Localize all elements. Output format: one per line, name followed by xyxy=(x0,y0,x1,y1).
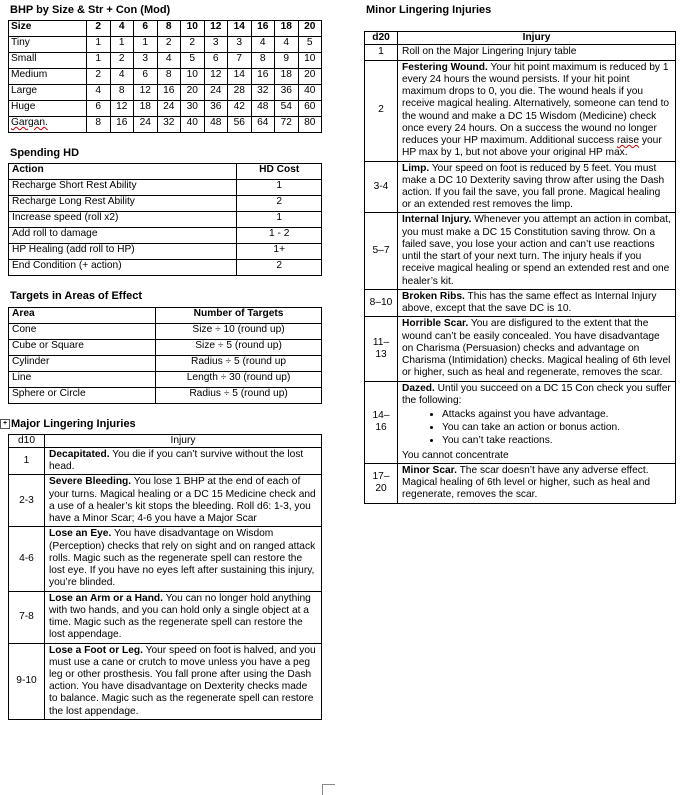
minor-row xyxy=(365,381,676,463)
injury-text: You lose 1 BHP at the end of each of your turns. Magical healing or a DC 15 Medicine check and a use of a healer’s kit stops the bleeding. Roll d6: 1-3, you have a Minor Scar; 4-6 you have a Major Scar xyxy=(49,476,316,525)
aoe-area-cell: Cube or Square xyxy=(9,339,156,355)
table-row xyxy=(9,212,322,228)
minor-roll: 3-4 xyxy=(365,161,398,213)
minor-text xyxy=(398,161,676,213)
minor-text xyxy=(398,317,676,381)
major-roll: 1 xyxy=(9,447,45,474)
table-row xyxy=(9,371,322,387)
minor-text xyxy=(398,381,676,463)
hd-cost-cell: 1 xyxy=(237,180,322,196)
aoe-table xyxy=(8,307,322,404)
injury-name: Festering Wound. xyxy=(402,61,488,73)
minor-roll: 1 xyxy=(365,45,398,60)
hd-col-cost: HD Cost xyxy=(237,164,322,180)
bhp-header-cell: 20 xyxy=(298,21,322,37)
bhp-value-cell: 8 xyxy=(251,53,275,69)
table-row xyxy=(9,260,322,276)
injury-name: Horrible Scar. xyxy=(402,318,469,330)
hd-cost-cell: 2 xyxy=(237,196,322,212)
bhp-header-cell: 18 xyxy=(275,21,299,37)
bhp-value-cell: 4 xyxy=(110,69,134,85)
bhp-value-cell: 1 xyxy=(110,37,134,53)
bhp-body xyxy=(9,37,322,133)
minor-row xyxy=(365,45,676,60)
injury-text: You can no longer hold anything with two hands, and you can hold only a single object at a time. Magic such as the regenerate spell can restore the lost appendage. xyxy=(49,592,311,641)
table-row xyxy=(9,37,322,53)
bhp-value-cell: 12 xyxy=(110,101,134,117)
hd-action-cell: End Condition (+ action) xyxy=(9,260,237,276)
table-row xyxy=(9,228,322,244)
bhp-value-cell: 1 xyxy=(87,53,111,69)
right-column xyxy=(364,4,676,504)
major-roll: 4-6 xyxy=(9,527,45,591)
dazed-effects-list xyxy=(402,409,671,448)
bhp-value-cell: 18 xyxy=(275,69,299,85)
bhp-value-cell: 2 xyxy=(181,37,205,53)
bhp-header-cell: 14 xyxy=(228,21,252,37)
bhp-value-cell: 16 xyxy=(251,69,275,85)
aoe-title: Targets in Areas of Effect xyxy=(10,290,143,303)
bhp-header-cell: Size xyxy=(9,21,87,37)
major-roll: 9-10 xyxy=(9,643,45,719)
hd-table xyxy=(8,163,322,276)
table-row xyxy=(9,196,322,212)
injury-name: Limp. xyxy=(402,162,430,174)
bhp-value-cell: 4 xyxy=(275,37,299,53)
table-row xyxy=(9,69,322,85)
bhp-size-cell: Medium xyxy=(9,69,87,85)
bhp-value-cell: 16 xyxy=(157,85,181,101)
bhp-value-cell: 7 xyxy=(228,53,252,69)
bhp-value-cell: 9 xyxy=(275,53,299,69)
minor-roll: 5–7 xyxy=(365,213,398,289)
bhp-title: BHP by Size & Str + Con (Mod) xyxy=(10,4,171,16)
minor-row xyxy=(365,213,676,289)
table-row xyxy=(9,339,322,355)
injury-text: Your hit point maximum is reduced by 1 every 24 hours the wound persists. If your hit point maximum drops to 0, you die. The wound heals if you receive magical healing. Alternatively, someone can tend to the wound and make a DC 15 Wisdom (Medicine) check once every 24 hours. On a success the wound no longer reduces your HP maximum. Additional success xyxy=(402,61,670,147)
bhp-value-cell: 64 xyxy=(251,117,275,133)
injury-text: your HP max by 1, but not above your original HP max. xyxy=(402,135,662,159)
hd-cost-cell: 1 - 2 xyxy=(237,228,322,244)
bhp-value-cell: 80 xyxy=(298,117,322,133)
bhp-value-cell: 3 xyxy=(228,37,252,53)
minor-roll: 8–10 xyxy=(365,289,398,316)
major-title xyxy=(0,418,322,431)
bhp-value-cell: 8 xyxy=(87,117,111,133)
bhp-size-cell: Large xyxy=(9,85,87,101)
bhp-value-cell: 32 xyxy=(157,117,181,133)
minor-row xyxy=(365,161,676,213)
bhp-value-cell: 6 xyxy=(204,53,228,69)
end-of-cell-marker xyxy=(322,784,335,795)
injury-name: Lose an Arm or a Hand. xyxy=(49,592,163,604)
major-table xyxy=(8,434,322,720)
aoe-area-cell: Line xyxy=(9,371,156,387)
bhp-value-cell: 3 xyxy=(134,53,158,69)
bhp-value-cell: 8 xyxy=(157,69,181,85)
table-row xyxy=(9,475,322,527)
bhp-value-cell: 12 xyxy=(134,85,158,101)
bhp-value-cell: 48 xyxy=(251,101,275,117)
bhp-header-cell: 16 xyxy=(251,21,275,37)
table-row xyxy=(9,117,322,133)
major-col-d10: d10 xyxy=(9,434,45,447)
bhp-value-cell: 6 xyxy=(134,69,158,85)
bhp-value-cell: 14 xyxy=(228,69,252,85)
minor-text xyxy=(398,463,676,503)
list-item: • You can’t take reactions. xyxy=(442,435,671,447)
hd-action-cell: Increase speed (roll x2) xyxy=(9,212,237,228)
bhp-value-cell: 8 xyxy=(110,85,134,101)
minor-text: Roll on the Major Lingering Injury table xyxy=(398,45,676,60)
bhp-value-cell: 4 xyxy=(251,37,275,53)
major-roll: 7-8 xyxy=(9,591,45,643)
major-title-text: Major Lingering Injuries xyxy=(11,417,136,430)
hd-title: Spending HD xyxy=(10,147,80,160)
table-row xyxy=(9,85,322,101)
hd-col-action: Action xyxy=(9,164,237,180)
injury-text: You die if you can’t survive without the lost head. xyxy=(49,448,304,473)
bhp-value-cell: 54 xyxy=(275,101,299,117)
injury-text: You are disfigured to the extent that the wound can’t be easily concealed. You have disadvantage on Charisma (Persuasion) checks and advantage on Charisma (Intimidation) checks. Magical healing of 6th level or higher, such as heal and regenerate, removes the scar. xyxy=(402,318,671,379)
minor-row xyxy=(365,289,676,316)
hd-action-cell: HP Healing (add roll to HP) xyxy=(9,244,237,260)
bhp-value-cell: 20 xyxy=(298,69,322,85)
bhp-value-cell: 32 xyxy=(251,85,275,101)
injury-name: Minor Scar. xyxy=(402,464,457,476)
minor-row xyxy=(365,60,676,161)
injury-name: Lose an Eye. xyxy=(49,528,112,540)
injury-name: Lose a Foot or Leg. xyxy=(49,644,143,656)
table-row xyxy=(9,643,322,719)
bhp-value-cell: 18 xyxy=(134,101,158,117)
hd-action-cell: Recharge Short Rest Ability xyxy=(9,180,237,196)
table-row xyxy=(9,355,322,371)
bhp-table xyxy=(8,20,322,133)
bhp-value-cell: 16 xyxy=(110,117,134,133)
hd-action-cell: Add roll to damage xyxy=(9,228,237,244)
aoe-targets-cell: Length ÷ 30 (round up) xyxy=(156,371,322,387)
hd-cost-cell: 1 xyxy=(237,212,322,228)
bhp-value-cell: 3 xyxy=(204,37,228,53)
bhp-value-cell: 2 xyxy=(110,53,134,69)
bhp-size-cell: Gargan. xyxy=(9,117,87,133)
aoe-targets-cell: Radius ÷ 5 (round up xyxy=(156,355,322,371)
injury-text: Your speed on foot is reduced by 5 feet. You must make a DC 10 Dexterity saving throw after using the Dash action. If you fail the save, you fall prone. Magical healing or an extended rest removes the limp. xyxy=(402,162,665,211)
injury-text: Until you succeed on a DC 15 Con check you suffer the following: xyxy=(402,382,671,406)
bhp-value-cell: 24 xyxy=(157,101,181,117)
bhp-value-cell: 48 xyxy=(204,117,228,133)
minor-title: Minor Lingering Injuries xyxy=(366,4,492,16)
bhp-value-cell: 28 xyxy=(228,85,252,101)
list-item: • Attacks against you have advantage. xyxy=(442,409,671,421)
bhp-size-cell: Small xyxy=(9,53,87,69)
injury-text: You have disadvantage on Wisdom (Perception) checks that rely on sight and on ranged attack rolls. Magic such as the regenerate spell can restore the lost eye. If you have no eyes left after sustaining this injury, you’re blinded. xyxy=(49,528,316,589)
aoe-header-row xyxy=(9,307,322,323)
minor-text xyxy=(398,60,676,161)
bhp-value-cell: 4 xyxy=(87,85,111,101)
injury-text: This has the same effect as Internal Injury above, except that the save DC is 10. xyxy=(402,290,657,315)
bhp-value-cell: 42 xyxy=(228,101,252,117)
minor-text xyxy=(398,213,676,289)
aoe-area-cell: Cylinder xyxy=(9,355,156,371)
table-row xyxy=(9,527,322,591)
bhp-value-cell: 10 xyxy=(298,53,322,69)
table-row xyxy=(9,591,322,643)
major-text xyxy=(45,643,322,719)
major-text xyxy=(45,447,322,474)
bhp-value-cell: 1 xyxy=(134,37,158,53)
bhp-value-cell: 5 xyxy=(181,53,205,69)
injury-name: Severe Bleeding. xyxy=(49,476,132,488)
hd-action-cell: Recharge Long Rest Ability xyxy=(9,196,237,212)
bhp-header-row xyxy=(9,21,322,37)
minor-roll: 17–20 xyxy=(365,463,398,503)
minor-header-row xyxy=(365,32,676,45)
table-row xyxy=(9,180,322,196)
bhp-value-cell: 2 xyxy=(157,37,181,53)
minor-row xyxy=(365,317,676,381)
bhp-header-cell: 2 xyxy=(87,21,111,37)
major-text xyxy=(45,591,322,643)
table-row xyxy=(9,53,322,69)
aoe-targets-cell: Size ÷ 5 (round up) xyxy=(156,339,322,355)
hd-cost-cell: 1+ xyxy=(237,244,322,260)
major-roll: 2-3 xyxy=(9,475,45,527)
minor-text xyxy=(398,289,676,316)
bhp-header-cell: 6 xyxy=(134,21,158,37)
bhp-value-cell: 24 xyxy=(204,85,228,101)
bhp-value-cell: 5 xyxy=(298,37,322,53)
bhp-value-cell: 2 xyxy=(87,69,111,85)
table-move-handle-icon[interactable]: + xyxy=(0,419,10,429)
injury-name: Internal Injury. xyxy=(402,214,472,226)
bhp-header-cell: 8 xyxy=(157,21,181,37)
bhp-value-cell: 10 xyxy=(181,69,205,85)
injury-text: Your speed on foot is halved, and you must use a cane or crutch to move unless you have a peg leg or other prosthesis. You fall prone after using the Dash action. You have disadvantage on Dexterity checks made to balance. Magic such as the regenerate spell can restore the lost appendage. xyxy=(49,644,316,717)
aoe-area-cell: Cone xyxy=(9,323,156,339)
injury-text: You cannot concentrate xyxy=(402,449,509,461)
bhp-header-cell: 12 xyxy=(204,21,228,37)
minor-table xyxy=(364,31,676,503)
hd-header-row xyxy=(9,164,322,180)
bhp-value-cell: 6 xyxy=(87,101,111,117)
bhp-value-cell: 72 xyxy=(275,117,299,133)
spelling-flag[interactable]: raise xyxy=(616,135,640,147)
bhp-value-cell: 4 xyxy=(157,53,181,69)
table-row xyxy=(9,244,322,260)
bhp-value-cell: 24 xyxy=(134,117,158,133)
aoe-col-area: Area xyxy=(9,307,156,323)
aoe-area-cell: Sphere or Circle xyxy=(9,387,156,403)
bhp-value-cell: 1 xyxy=(87,37,111,53)
bhp-value-cell: 12 xyxy=(204,69,228,85)
aoe-col-targets: Number of Targets xyxy=(156,307,322,323)
major-col-injury: Injury xyxy=(45,434,322,447)
left-column xyxy=(2,4,322,720)
minor-roll: 11–13 xyxy=(365,317,398,381)
injury-name: Decapitated. xyxy=(49,448,110,460)
minor-roll: 2 xyxy=(365,60,398,161)
injury-text: Whenever you attempt an action in combat, you must make a DC 15 Constitution saving throw. On a failed save, you lose your action and can’t use reactions until the start of your next turn. The injury heals if you receive magical healing or spend an extended rest and one healer’s kit. xyxy=(402,214,671,287)
table-row xyxy=(9,447,322,474)
minor-roll: 14–16 xyxy=(365,381,398,463)
injury-name: Broken Ribs. xyxy=(402,290,465,302)
bhp-value-cell: 36 xyxy=(204,101,228,117)
bhp-header-cell: 10 xyxy=(181,21,205,37)
bhp-header-cell: 4 xyxy=(110,21,134,37)
aoe-targets-cell: Radius ÷ 5 (round up) xyxy=(156,387,322,403)
minor-col-injury: Injury xyxy=(398,32,676,45)
aoe-targets-cell: Size ÷ 10 (round up) xyxy=(156,323,322,339)
hd-cost-cell: 2 xyxy=(237,260,322,276)
table-row xyxy=(9,387,322,403)
injury-name: Dazed. xyxy=(402,382,435,394)
bhp-size-cell: Tiny xyxy=(9,37,87,53)
minor-col-d20: d20 xyxy=(365,32,398,45)
major-header-row xyxy=(9,434,322,447)
bhp-value-cell: 36 xyxy=(275,85,299,101)
table-row xyxy=(9,101,322,117)
list-item: • You can take an action or bonus action. xyxy=(442,422,671,434)
table-row xyxy=(9,323,322,339)
minor-row xyxy=(365,463,676,503)
injury-text: The scar doesn’t have any adverse effect. Magical healing of 6th level or higher, such as heal and regenerate, removes the scar. xyxy=(402,464,651,501)
bhp-value-cell: 56 xyxy=(228,117,252,133)
bhp-value-cell: 40 xyxy=(298,85,322,101)
major-text xyxy=(45,527,322,591)
bhp-size-cell: Huge xyxy=(9,101,87,117)
major-text xyxy=(45,475,322,527)
bhp-value-cell: 20 xyxy=(181,85,205,101)
bhp-value-cell: 30 xyxy=(181,101,205,117)
bhp-value-cell: 40 xyxy=(181,117,205,133)
bhp-value-cell: 60 xyxy=(298,101,322,117)
